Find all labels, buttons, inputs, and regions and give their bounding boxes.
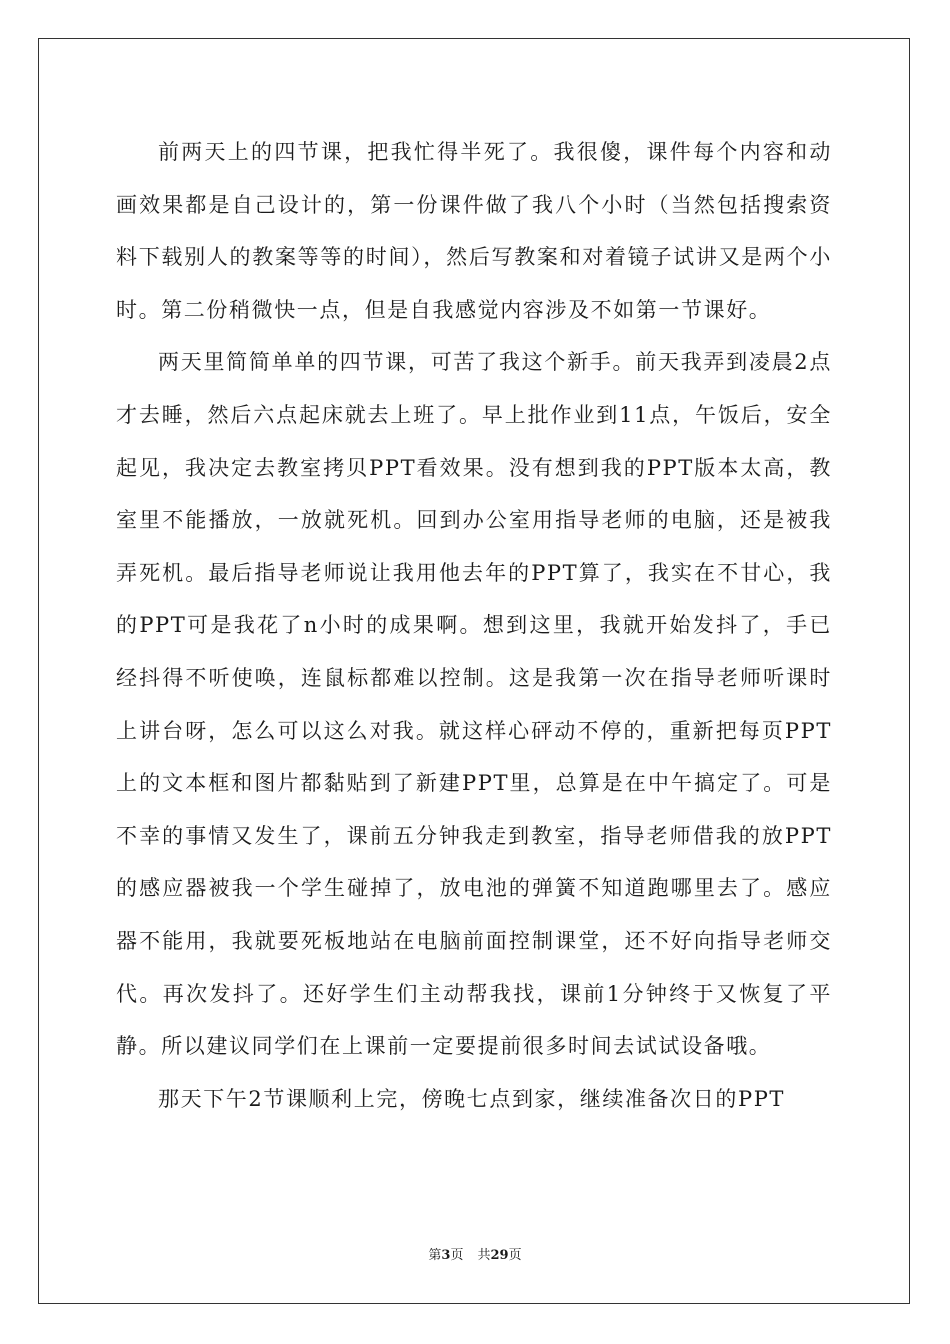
total-pages-number: 29 (490, 1248, 509, 1263)
paragraph-1: 前两天上的四节课，把我忙得半死了。我很傻，课件每个内容和动画效果都是自己设计的，第一份课件做了我八个小时（当然包括搜索资料下载别人的教案等等的时间），然后写教案和对着镜子试讲又是两个小时。第二份稍微快一点，但是自我感觉内容涉及不如第一节课好。 (116, 140, 832, 322)
footer-total-suffix: 页 (508, 1248, 522, 1263)
document-body (116, 126, 832, 1125)
page-footer (0, 1248, 950, 1264)
current-page-number: 3 (441, 1248, 451, 1263)
paragraph-2: 两天里简简单单的四节课，可苦了我这个新手。前天我弄到凌晨2点才去睡，然后六点起床就去上班了。早上批作业到11点，午饭后，安全起见，我决定去教室拷贝PPT看效果。没有想到我的PPT版本太高，教室里不能播放，一放就死机。回到办公室用指导老师的电脑，还是被我弄死机。最后指导老师说让我用他去年的PPT算了，我实在不甘心，我的PPT可是我花了n小时的成果啊。想到这里，我就开始发抖了，手已经抖得不听使唤，连鼠标都难以控制。这是我第一次在指导老师听课时上讲台呀，怎么可以这么对我。就这样心砰动不停的，重新把每页PPT上的文本框和图片都黏贴到了新建PPT里，总算是在中午搞定了。可是不幸的事情又发生了，课前五分钟我走到教室，指导老师借我的放PPT的感应器被我一个学生碰掉了，放电池的弹簧不知道跑哪里去了。感应器不能用，我就要死板地站在电脑前面控制课堂，还不好向指导老师交代。再次发抖了。还好学生们主动帮我找，课前1分钟终于又恢复了平静。所以建议同学们在上课前一定要提前很多时间去试试设备哦。 (116, 350, 832, 1059)
footer-page-suffix: 页 (450, 1248, 464, 1263)
paragraph-3: 那天下午2节课顺利上完，傍晚七点到家，继续准备次日的PPT (158, 1086, 786, 1111)
footer-total-prefix: 共 (477, 1248, 491, 1263)
footer-prefix: 第 (428, 1248, 442, 1263)
